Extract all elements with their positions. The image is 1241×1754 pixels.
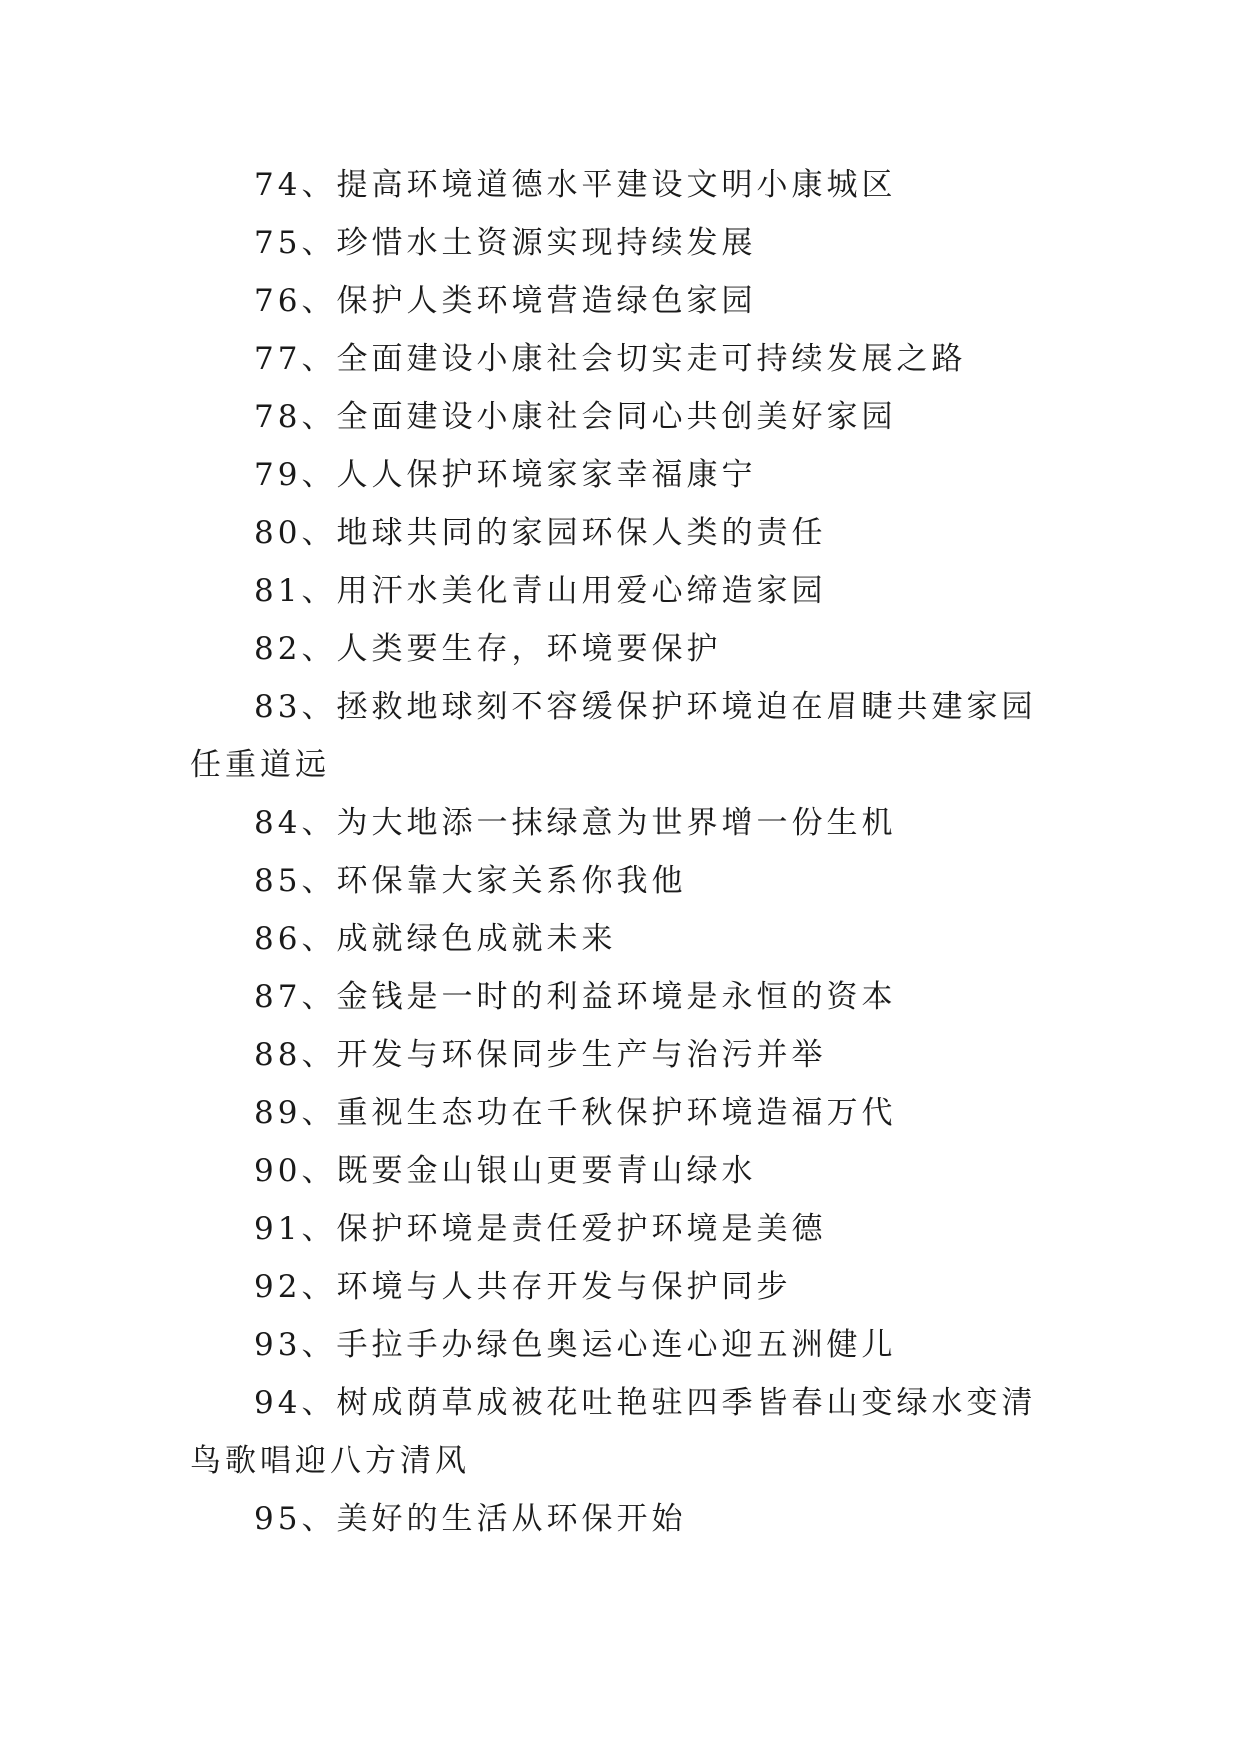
list-item: 83、拯救地球刻不容缓保护环境迫在眉睫共建家园任重道远 [190,689,1037,783]
list-item: 86、成就绿色成就未来 [254,921,617,957]
list-item: 82、人类要生存，环境要保护 [254,631,722,667]
list-item: 95、美好的生活从环保开始 [254,1501,687,1537]
list-item: 94、树成荫草成被花吐艳驻四季皆春山变绿水变清鸟歌唱迎八方清风 [190,1385,1037,1479]
list-item: 88、开发与环保同步生产与治污并举 [254,1037,827,1073]
list-item: 93、手拉手办绿色奥运心连心迎五洲健儿 [254,1327,897,1363]
list-item: 77、全面建设小康社会切实走可持续发展之路 [254,341,967,377]
list-item: 80、地球共同的家园环保人类的责任 [254,515,827,551]
list-item: 76、保护人类环境营造绿色家园 [254,283,757,319]
list-item: 92、环境与人共存开发与保护同步 [254,1269,792,1305]
list-item: 78、全面建设小康社会同心共创美好家园 [254,399,897,435]
list-item: 90、既要金山银山更要青山绿水 [254,1153,757,1189]
list-item: 75、珍惜水土资源实现持续发展 [254,225,757,261]
list-item: 84、为大地添一抹绿意为世界增一份生机 [254,805,897,841]
list-item: 85、环保靠大家关系你我他 [254,863,687,899]
list-item: 81、用汗水美化青山用爱心缔造家园 [254,573,827,609]
list-item: 74、提高环境道德水平建设文明小康城区 [254,167,897,203]
list-item: 89、重视生态功在千秋保护环境造福万代 [254,1095,897,1131]
list-item: 91、保护环境是责任爱护环境是美德 [254,1211,827,1247]
list-item: 87、金钱是一时的利益环境是永恒的资本 [254,979,897,1015]
document-body [190,156,1054,1548]
list-item: 79、人人保护环境家家幸福康宁 [254,457,757,493]
